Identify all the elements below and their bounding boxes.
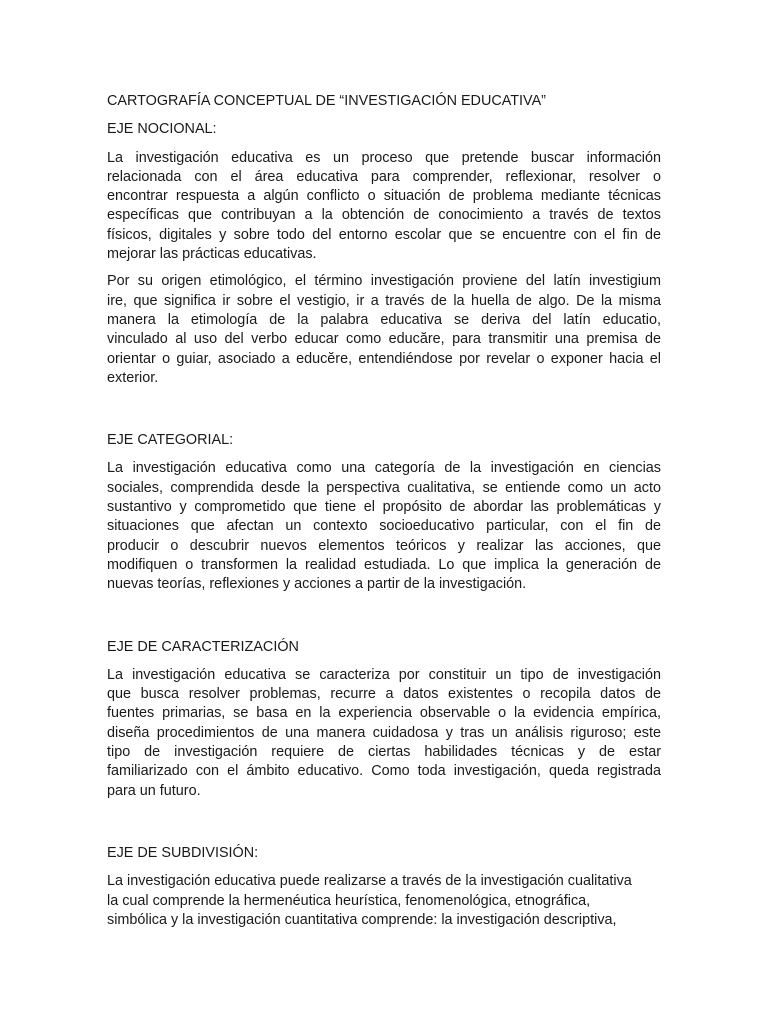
text-line: sustantivo y comprometido que tiene el propósito de abordar las problemáticas y	[107, 499, 661, 516]
text-line: relacionada con el área educativa para comprender, reflexionar, resolver o	[107, 168, 661, 185]
paragraph	[107, 149, 661, 265]
text-line: ire, que significa ir sobre el vestigio, ir a través de la huella de algo. De la misma	[107, 292, 661, 309]
text-line: La investigación educativa puede realizarse a través de la investigación cualitativa	[107, 873, 632, 890]
section-gap	[107, 396, 661, 431]
paragraph	[107, 459, 661, 594]
section-heading-subdivision: EJE DE SUBDIVISIÓN:	[107, 844, 259, 861]
section-heading-categorial: EJE CATEGORIAL:	[107, 432, 234, 449]
text-line: manera la etimología de la palabra educativa se deriva del latín educatio,	[107, 311, 661, 328]
text-line: producir o descubrir nuevos elementos teóricos y realizar las acciones, que	[107, 537, 661, 554]
text-line: Por su origen etimológico, el término investigación proviene del latín investigium	[107, 273, 661, 290]
document-title: CARTOGRAFÍA CONCEPTUAL DE “INVESTIGACIÓN EDUCATIVA”	[107, 93, 546, 109]
text-line: modifiquen o transformen la realidad estudiada. Lo que implica la generación de	[107, 556, 661, 573]
text-line: La investigación educativa es un proceso que pretende buscar información	[107, 149, 661, 166]
text-line: diseña procedimientos de una manera cuidadosa y tras un análisis riguroso; este	[107, 724, 661, 741]
paragraph	[107, 272, 661, 388]
text-line: exterior.	[107, 369, 159, 386]
text-line: encontrar respuesta a algún conflicto o situación de problema mediante técnicas	[107, 188, 661, 205]
text-line: vinculado al uso del verbo educar como educăre, para transmitir una premisa de	[107, 331, 661, 348]
text-line: para un futuro.	[107, 782, 201, 799]
section-heading-caracterizacion: EJE DE CARACTERIZACIÓN	[107, 638, 299, 655]
section-gap	[107, 603, 661, 638]
text-line: familiarizado con el ámbito educativo. Como toda investigación, queda registrada	[107, 763, 661, 780]
text-line: La investigación educativa como una categoría de la investigación en ciencias	[107, 460, 661, 477]
text-line: que busca resolver problemas, recurre a datos existentes o recopila datos de	[107, 686, 661, 703]
text-line: sociales, comprendida desde la perspectiva cualitativa, se entiende como un acto	[107, 479, 661, 496]
text-line: nuevas teorías, reflexiones y acciones a partir de la investigación.	[107, 576, 527, 593]
text-line: La investigación educativa se caracteriza por constituir un tipo de investigación	[107, 666, 661, 683]
text-line: orientar o guiar, asociado a educĕre, entendiéndose por revelar o exponer hacia el	[107, 350, 661, 367]
section-gap	[107, 809, 661, 844]
text-line: tipo de investigación requiere de ciertas habilidades técnicas y de estar	[107, 744, 661, 761]
text-line: fuentes primarias, se basa en la experiencia observable o la evidencia empírica,	[107, 705, 661, 722]
paragraph	[107, 872, 661, 930]
paragraph	[107, 666, 661, 801]
text-line: simbólica y la investigación cuantitativa comprende: la investigación descriptiva,	[107, 911, 617, 928]
text-line: específicas que contribuyan a la obtención de conocimiento a través de textos	[107, 207, 661, 224]
text-line: situaciones que afectan un contexto socioeducativo particular, con el fin de	[107, 518, 661, 535]
text-line: la cual comprende la hermenéutica heurística, fenomenológica, etnográfica,	[107, 892, 591, 909]
section-heading-nocional: EJE NOCIONAL:	[107, 121, 217, 138]
document-body	[107, 92, 661, 938]
text-line: mejorar las prácticas educativas.	[107, 246, 317, 263]
text-line: físicos, digitales y sobre todo del entorno escolar que se encuentre con el fin de	[107, 226, 661, 243]
